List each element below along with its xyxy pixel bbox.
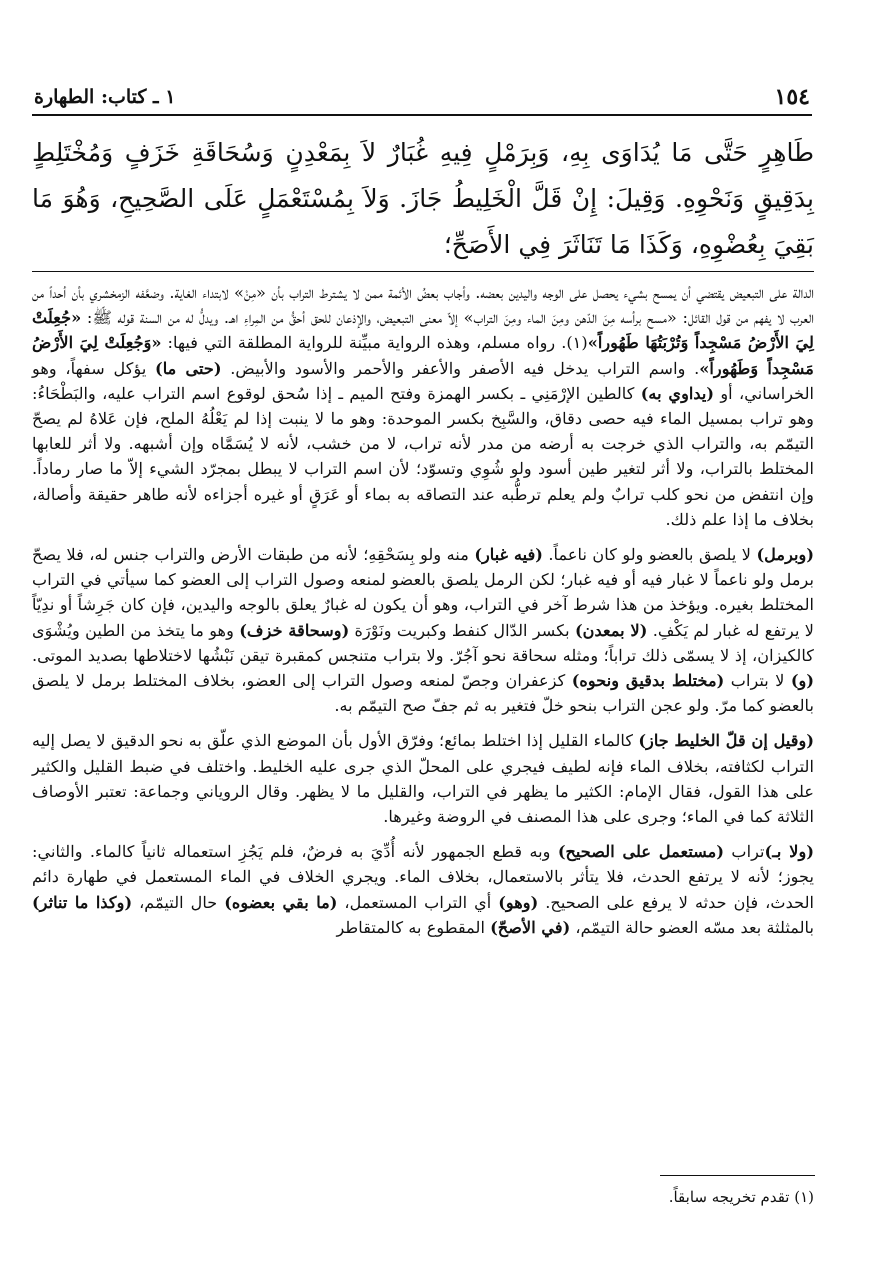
quoted-text: «جُعِلَتْ لِيَ الأَرْضُ مَسْجِداً وَتُرْبَتُهَا طَهُوراً» xyxy=(32,308,814,353)
quoted-text: (وسحاقة خزف) xyxy=(239,620,350,640)
quoted-text: (وبرمل) xyxy=(756,545,814,565)
commentary-text: تراب xyxy=(724,842,765,862)
quoted-text: (يداوي به) xyxy=(640,383,715,403)
commentary-text: . واسم التراب يدخل فيه الأصفر والأعفر والأحمر والأسود والأبيض. xyxy=(221,358,700,378)
commentary-text: منه ولو بِسَحْقِهِ؛ لأنه من طبقات الأرض والتراب جنس له، فلا يصحّ برمل ولو ناعماً لا غبار فيه أو فيه غبار؛ لكن الرمل يلصق بالعضو لمنعه وصول التراب إلى العضو كما سيأتي في التراب المختلط بغيره. ويؤخذ من هذا شرط آخر في التراب، وهو أن يكون له غبارٌ يعلق بالوجه واليدين، فإن كان جَرِشاً أو ندِيّاً لا يرتفع له غبار لم يَكْفِ. xyxy=(32,545,814,640)
quoted-text: (حتى ما) xyxy=(155,358,222,378)
commentary xyxy=(32,280,814,950)
quoted-text: (لا بمعدن) xyxy=(574,620,648,640)
commentary-text: أي التراب المستعمل، xyxy=(337,892,499,912)
commentary-text: وهو ما يتخذ من الطين ويُشْوَى كالكيزان، إذ لا يسمّى ذلك تراباً؛ ومثله سحاقة نحو آجُرّ. ولا بتراب متنجس كمقبرة تيقن نَبْشُها لاختلاطها بصديد الموتى. xyxy=(32,620,814,665)
commentary-paragraph xyxy=(32,542,814,718)
commentary-text: لا بتراب xyxy=(724,671,791,691)
page-number: ١٥٤ xyxy=(774,84,810,110)
commentary-text: (١). رواه مسلم، وهذه الرواية مبيِّنة للرواية المطلقة التي فيها: xyxy=(161,333,588,353)
footnote-separator xyxy=(660,1175,815,1176)
commentary-text: الدالة على التبعيض يقتضي أن يمسح بشيء يحصل على الوجه واليدين بعضه. وأجاب بعضُ الأئمة ممن لا يشترط التراب بأن «مِنْ» لابتداء الغاية. وضعَّفه الزمخشري بأن أحداً من العرب لا يفهم من قول القائل: «مسح برأسه مِنَ الدّهن ومِنَ الماء ومِنَ التراب» إلاّ معنى التبعيض، والإذعان للحق أحقُّ من المِراءِ اهـ. ويدلُّ له من السنة قوله ﷺ: xyxy=(32,283,814,328)
quoted-text: «وَجُعِلَتْ لِيَ الأَرْضُ مَسْجِداً وَطَهُوراً» xyxy=(32,333,814,378)
commentary-text: لا يلصق بالعضو ولو كان ناعماً. xyxy=(542,545,757,565)
matn-separator xyxy=(32,271,814,272)
quoted-text: (مختلط بدقيق ونحوه) xyxy=(571,671,725,691)
commentary-text: وبه قطع الجمهور لأنه أُدِّيَ به فرضٌ، فلم يَجُزِ استعماله ثانياً كالماء. والثاني: يجوز؛ لأنه لا يرتفع الحدث، فلا يتأثر بالاستعمال، بخلاف الماء. ويجري الخلاف في الماء المستعمل في طهارة دائم الحدث، فإن حدثه لا يرفع على الصحيح. xyxy=(32,842,814,912)
page-header xyxy=(32,84,812,116)
quoted-text: (ما بقي بعضوه) xyxy=(224,892,338,912)
commentary-paragraph xyxy=(32,728,814,829)
commentary-paragraph xyxy=(32,280,814,532)
commentary-text: بكسر الدّال كنفط وكبريت ونَوْرَة xyxy=(349,620,575,640)
running-title: ١ ـ كتاب: الطهارة xyxy=(34,86,176,108)
quoted-text: (وهو) xyxy=(498,892,539,912)
commentary-text: كزعفران وجصّ لمنعه وصول التراب إلى العضو، بخلاف المختلط برمل لا يلصق بالعضو كما مرّ. ولو عجن التراب بنحو خلّ فتغير به ثم جفّ صح التيمّم به. xyxy=(32,671,814,716)
commentary-text: المقطوع به كالمتقاطر xyxy=(336,917,491,937)
matn-text: طَاهِرٍ حَتَّى مَا يُدَاوَى بِهِ، وَبِرَمْلٍ فِيهِ غُبَارٌ لاَ بِمَعْدِنٍ وَسُحَاقَةِ خَزَفٍ وَمُخْتَلِطٍ بِدَقِيقٍ وَنَحْوِهِ. وَقِيلَ: إِنْ قَلَّ الْخَلِيطُ جَازَ. وَلاَ بِمُسْتَعْمَلٍ عَلَى الصَّحِيحِ، وَهُوَ مَا بَقِيَ بِعُضْوِهِ، وَكَذَا مَا تَنَاثَرَ فِي الأَصَحِّ؛ xyxy=(32,138,814,259)
footnote: (١) تقدم تخريجه سابقاً. xyxy=(668,1188,814,1206)
commentary-text: بالمثلثة بعد مسّه العضو حالة التيمّم، xyxy=(570,917,814,937)
commentary-text: كالطين الإرْمَنِي ـ بكسر الهمزة وفتح الميم ـ إذا سُحق لوقوع اسم التراب عليه، والبَطْحَاءُ: وهو تراب بمسيل الماء فيه حصى دقاق، والسَّبِخ بكسر الموحدة: وهو ما لا ينبت إذا لم يَعْلُهُ الملح، فإن عَلاهُ لم يصحّ التيمّم به، والتراب الذي خرجت به أرضه من مدر لأنه تراب، لا من خشب، لأنه لا يُسَمَّاه وإن أشبهه. ولا أثر للعابها المختلط بالتراب، ولا أثر لتغير طين أسود ولو شُوِي وتسوّد؛ لأن اسم التراب لا يبطل بمجرّد الشيء إلاّ ما صار رماداً. وإن انتفض من نحو كلب ترابٌ ولم يعلم ترطُّبه عند التصاقه به بماء أو عَرَقٍ أو غيره أجزاءه لأنه طاهر حقيقة وأصالة، بخلاف ما إذا علم ذلك. xyxy=(32,383,814,529)
quoted-text: (في الأصحّ) xyxy=(490,917,571,937)
commentary-text: كالماء القليل إذا اختلط بمائع؛ وفرّق الأول بأن الموضع الذي علّق به نحو الدقيق لا يصل إليه التراب لكثافته، بخلاف الماء فإنه لطيف فيجري على المحلّ الذي جرى عليه الخليط. واختلف في ضبط القليل والكثير على هذا القول، فقال الإمام: الكثير ما يظهر في التراب، والقليل ما لا يظهر. وقال الروياني وجماعة: تعتبر الأوصاف الثلاثة كما في الماء؛ وجرى على هذا المصنف في الروضة وغيرها. xyxy=(32,731,814,827)
commentary-text: يؤكل سفهاً، وهو الخراساني، أو xyxy=(32,358,815,403)
quoted-text: (مستعمل على الصحيح) xyxy=(557,842,724,862)
quoted-text: (ولا بـ) xyxy=(764,842,814,862)
quoted-text: (فيه غبار) xyxy=(474,545,543,565)
quoted-text: (وكذا ما تناثر) xyxy=(32,892,133,912)
commentary-paragraph xyxy=(32,839,814,940)
quoted-text: (وقيل إن قلّ الخليط جاز) xyxy=(638,731,815,751)
quoted-text: (و) xyxy=(790,671,815,691)
commentary-text: حال التيمّم، xyxy=(132,892,225,912)
